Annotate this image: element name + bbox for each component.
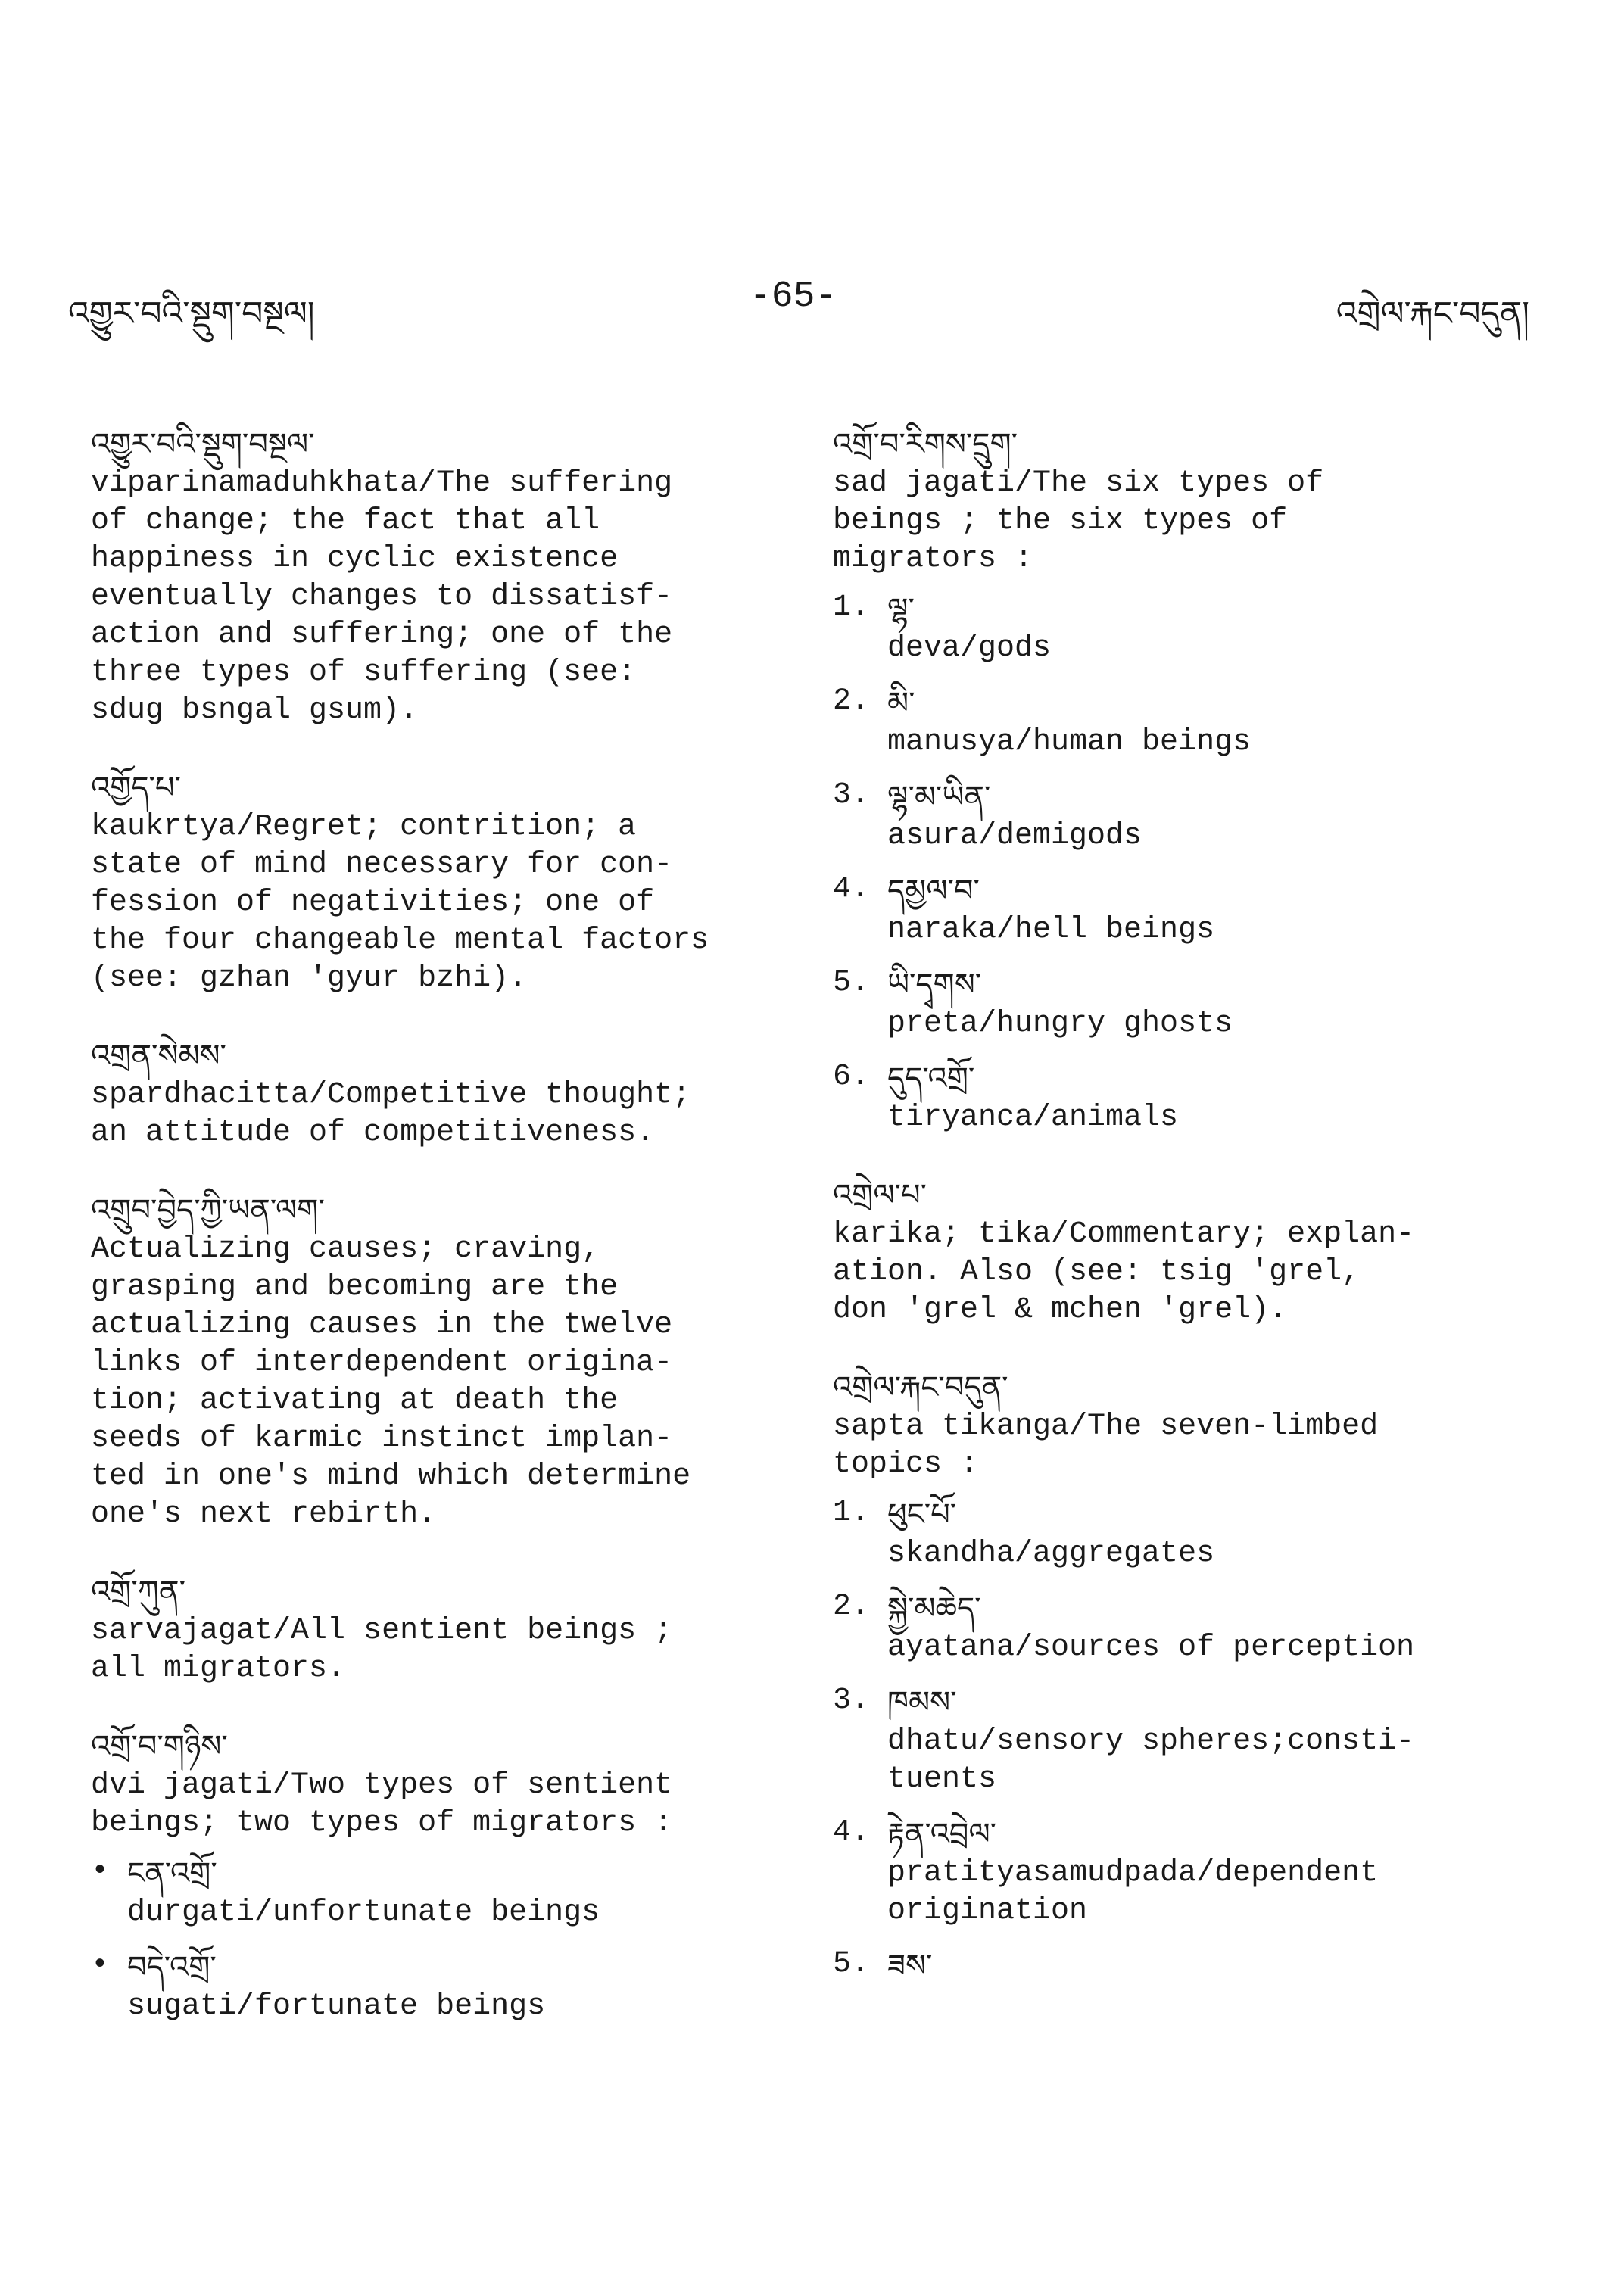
list-item-english: durgati/unfortunate beings xyxy=(127,1896,600,1930)
entry-seven-limbed-topics xyxy=(833,1367,1545,1986)
list-item-tibetan: ཟས་ xyxy=(887,1949,933,1983)
entry-definition: sad jagati/The six types of beings ; the six types of migrators : xyxy=(833,466,1324,576)
list-item-english: asura/demigods xyxy=(887,819,1142,853)
list-item-english: naraka/hell beings xyxy=(887,913,1215,947)
list-item xyxy=(833,1946,1545,1986)
list-item-tibetan: བདེ་འགྲོ་ xyxy=(127,1950,217,1985)
header-right-title: འགྲེལ་རྐང་བདུན། xyxy=(1336,294,1529,333)
list-item-english: preta/hungry ghosts xyxy=(887,1007,1233,1041)
list-item-tibetan: ལྷ་ xyxy=(887,592,915,627)
list-item xyxy=(833,1494,1545,1573)
entry-definition: karika; tika/Commentary; explan- ation. Also (see: tsig 'grel, don 'grel & mchen 'grel). xyxy=(833,1217,1415,1327)
tibetan-headword: འགྱུར་བའི་སྡུག་བསྔལ་ xyxy=(91,427,315,462)
list-item-tibetan: ལྷ་མ་ཡིན་ xyxy=(887,780,991,815)
header-left-title: འགྱུར་བའི་སྡུག་བསྔལ། xyxy=(68,294,315,333)
entry-definition: Actualizing causes; craving, grasping and becoming are the actualizing causes in the twelve links of interdependent origina- tion; activating at death the seeds of karmic instinct implan- ted in one's mind which determine one's next rebirth. xyxy=(91,1232,691,1531)
list-number: 2. xyxy=(833,684,870,718)
tibetan-headword: འགྲེལ་རྐང་བདུན་ xyxy=(833,1370,1008,1405)
tibetan-headword: འགྲེལ་པ་ xyxy=(833,1178,927,1213)
entry-regret xyxy=(91,768,818,998)
list-number: 4. xyxy=(833,872,870,906)
list-item-english: manusya/human beings xyxy=(887,725,1252,759)
list-number: 1. xyxy=(833,590,870,625)
list-item-english: deva/gods xyxy=(887,631,1052,665)
list-number: 1. xyxy=(833,1496,870,1530)
list-item xyxy=(833,683,1545,762)
list-number: 2. xyxy=(833,1590,870,1624)
page-header xyxy=(68,269,1529,337)
left-column xyxy=(91,424,818,2064)
entry-list xyxy=(833,1494,1545,1986)
list-item xyxy=(833,1814,1545,1930)
tibetan-headword: འགྲོ་ཀུན་ xyxy=(91,1575,185,1609)
list-item-tibetan: ཁམས་ xyxy=(887,1685,957,1720)
page-number: -65- xyxy=(750,276,837,317)
list-item-tibetan: མི་ xyxy=(887,686,915,721)
list-item-english: ayatana/sources of perception xyxy=(887,1631,1415,1665)
entry-definition: sapta tikanga/The seven-limbed topics : xyxy=(833,1410,1379,1481)
list-item xyxy=(91,1947,818,2026)
tibetan-headword: འགྲོ་བ་རིགས་དྲུག་ xyxy=(833,427,1018,462)
list-number: 6. xyxy=(833,1060,870,1094)
entry-list xyxy=(833,589,1545,1137)
entry-six-types-beings xyxy=(833,424,1545,1137)
entry-definition: kaukrtya/Regret; contrition; a state of mind necessary for con- fession of negativities; one of the four changeable mental factors (see: gzhan 'gyur bzhi). xyxy=(91,810,709,995)
entry-definition: viparinamaduhkhata/The suffering of change; the fact that all happiness in cyclic existence eventually changes to dissatisf- action and suffering; one of the three types of suffering (see: sdug bsngal gsum). xyxy=(91,466,673,727)
list-item-english: dhatu/sensory spheres;consti- tuents xyxy=(887,1724,1415,1796)
list-number: 3. xyxy=(833,778,870,812)
list-item-english: pratityasamudpada/dependent origination xyxy=(887,1856,1379,1928)
list-bullet: • xyxy=(91,1949,110,1983)
entry-actualizing-causes xyxy=(91,1190,818,1534)
list-item xyxy=(91,1853,818,1932)
entry-definition: spardhacitta/Competitive thought; an attitude of competitiveness. xyxy=(91,1078,691,1150)
entry-change-suffering xyxy=(91,424,818,730)
list-item-tibetan: དམྱལ་བ་ xyxy=(887,874,980,908)
list-item-tibetan: སྐྱེ་མཆེད་ xyxy=(887,1591,981,1626)
list-item-english: skandha/aggregates xyxy=(887,1537,1215,1571)
list-item-tibetan: ཡི་དྭགས་ xyxy=(887,967,982,1002)
list-item-tibetan: དུད་འགྲོ་ xyxy=(887,1061,975,1096)
list-number: 5. xyxy=(833,1947,870,1981)
list-item-tibetan: རྟེན་འབྲེལ་ xyxy=(887,1817,997,1852)
list-number: 3. xyxy=(833,1684,870,1718)
entry-two-types-beings xyxy=(91,1726,818,2026)
tibetan-headword: འགྲོ་བ་གཉིས་ xyxy=(91,1729,228,1764)
tibetan-headword: འགྲན་སེམས་ xyxy=(91,1039,226,1073)
list-item-english: tiryanca/animals xyxy=(887,1101,1179,1135)
list-item xyxy=(833,1682,1545,1799)
right-column xyxy=(833,424,1545,2024)
list-item xyxy=(833,1058,1545,1137)
entry-all-sentient-beings xyxy=(91,1572,818,1688)
list-item xyxy=(833,871,1545,949)
entry-commentary xyxy=(833,1175,1545,1329)
entry-competitive-thought xyxy=(91,1036,818,1152)
tibetan-headword: འགྱོད་པ་ xyxy=(91,771,181,805)
list-item xyxy=(833,1588,1545,1667)
tibetan-headword: འགྲུབ་བྱེད་ཀྱི་ཡན་ལག་ xyxy=(91,1193,325,1228)
entry-definition: dvi jagati/Two types of sentient beings; two types of migrators : xyxy=(91,1768,673,1840)
list-item-english: sugati/fortunate beings xyxy=(127,1989,546,2024)
list-item xyxy=(833,589,1545,668)
list-item-tibetan: ཕུང་པོ་ xyxy=(887,1497,957,1532)
list-item xyxy=(833,964,1545,1043)
list-number: 5. xyxy=(833,966,870,1000)
entry-list xyxy=(91,1853,818,2026)
list-bullet: • xyxy=(91,1855,110,1889)
list-item xyxy=(833,777,1545,855)
entry-definition: sarvajagat/All sentient beings ; all migrators. xyxy=(91,1614,673,1686)
list-number: 4. xyxy=(833,1815,870,1849)
list-item-tibetan: ངན་འགྲོ་ xyxy=(127,1856,217,1891)
